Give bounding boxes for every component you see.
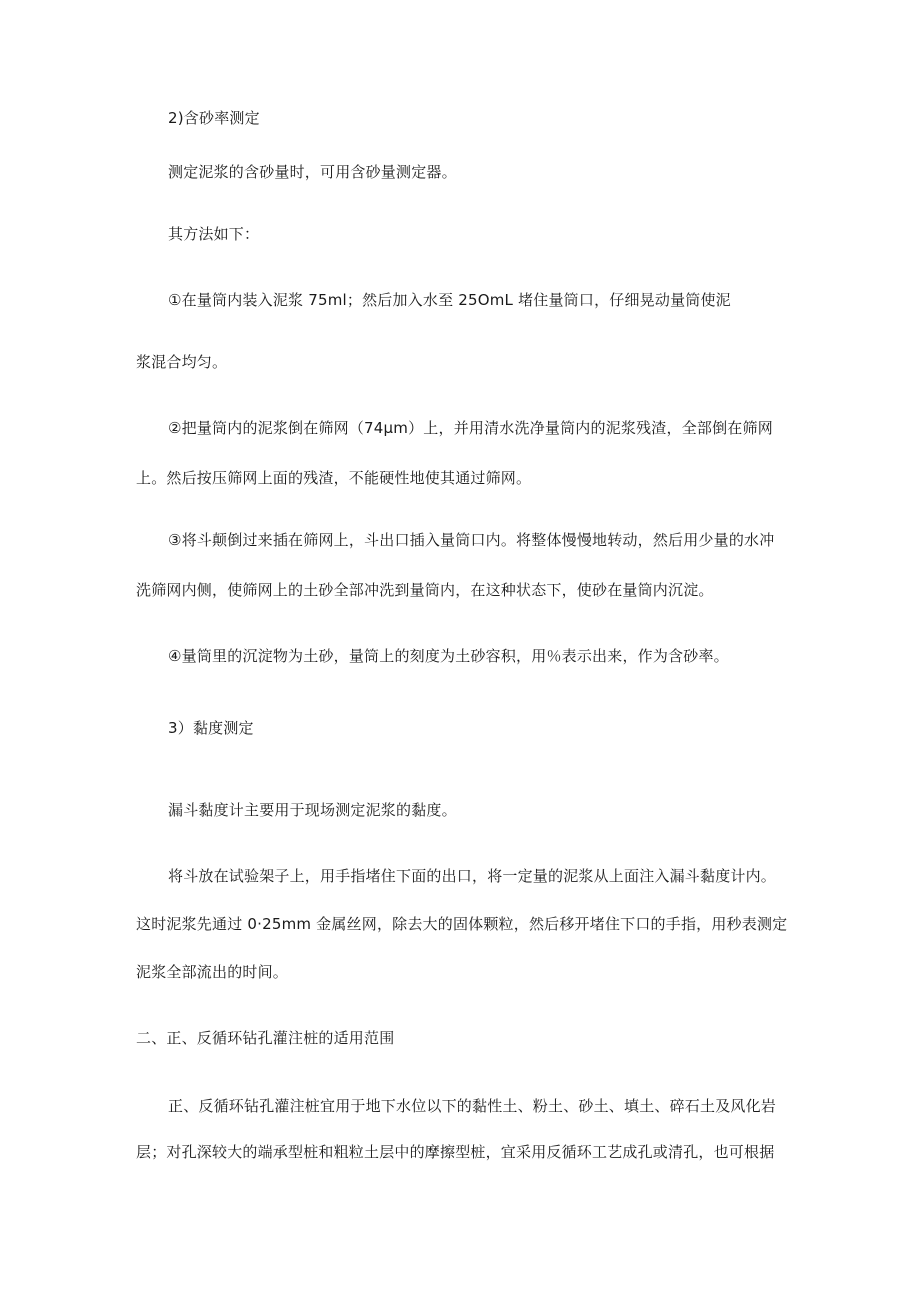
step-4: ④量筒里的沉淀物为土砂，量筒上的刻度为土砂容积，用％表示出来，作为含砂率。 <box>168 647 729 665</box>
scope-line-2: 层；对孔深较大的端承型桩和粗粒土层中的摩擦型桩，宜采用反循环工艺成孔或清孔，也可根据 <box>136 1143 775 1161</box>
paragraph-method-label: 其方法如下： <box>168 225 260 243</box>
scope-line-1: 正、反循环钻孔灌注桩宜用于地下水位以下的黏性土、粉土、砂土、填土、碎石土及风化岩 <box>168 1097 777 1115</box>
heading-viscosity: 3）黏度测定 <box>168 719 254 737</box>
viscosity-method-line-1: 将斗放在试验架子上，用手指堵住下面的出口，将一定量的泥浆从上面注入漏斗黏度计内。 <box>168 867 777 885</box>
step-3-line-2: 洗筛网内侧，使筛网上的土砂全部冲洗到量筒内，在这种状态下，使砂在量筒内沉淀。 <box>136 581 714 599</box>
heading-sand-content: 2)含砂率测定 <box>168 109 260 127</box>
step-2-line-1: ②把量筒内的泥浆倒在筛网（74μm）上，并用清水洗净量筒内的泥浆残渣，全部倒在筛网 <box>168 419 773 437</box>
paragraph-sand-intro: 测定泥浆的含砂量时，可用含砂量测定器。 <box>168 163 457 181</box>
viscosity-method-line-2: 这时泥浆先通过 0·25mm 金属丝网，除去大的固体颗粒，然后移开堵住下口的手指，用秒表测定 <box>136 915 788 933</box>
step-1-line-1: ①在量筒内装入泥浆 75ml；然后加入水至 25OmL 堵住量筒口，仔细晃动量筒使泥 <box>168 291 731 309</box>
step-2-line-2: 上。然后按压筛网上面的残渣，不能硬性地使其通过筛网。 <box>136 469 532 487</box>
step-3-line-1: ③将斗颠倒过来插在筛网上，斗出口插入量筒口内。将整体慢慢地转动，然后用少量的水冲 <box>168 531 775 549</box>
step-1-line-2: 浆混合均匀。 <box>136 353 228 371</box>
viscosity-method-line-3: 泥浆全部流出的时间。 <box>136 963 289 981</box>
section-two-title: 二、正、反循环钻孔灌注桩的适用范围 <box>136 1029 395 1047</box>
paragraph-viscosity-intro: 漏斗黏度计主要用于现场测定泥浆的黏度。 <box>168 801 457 819</box>
